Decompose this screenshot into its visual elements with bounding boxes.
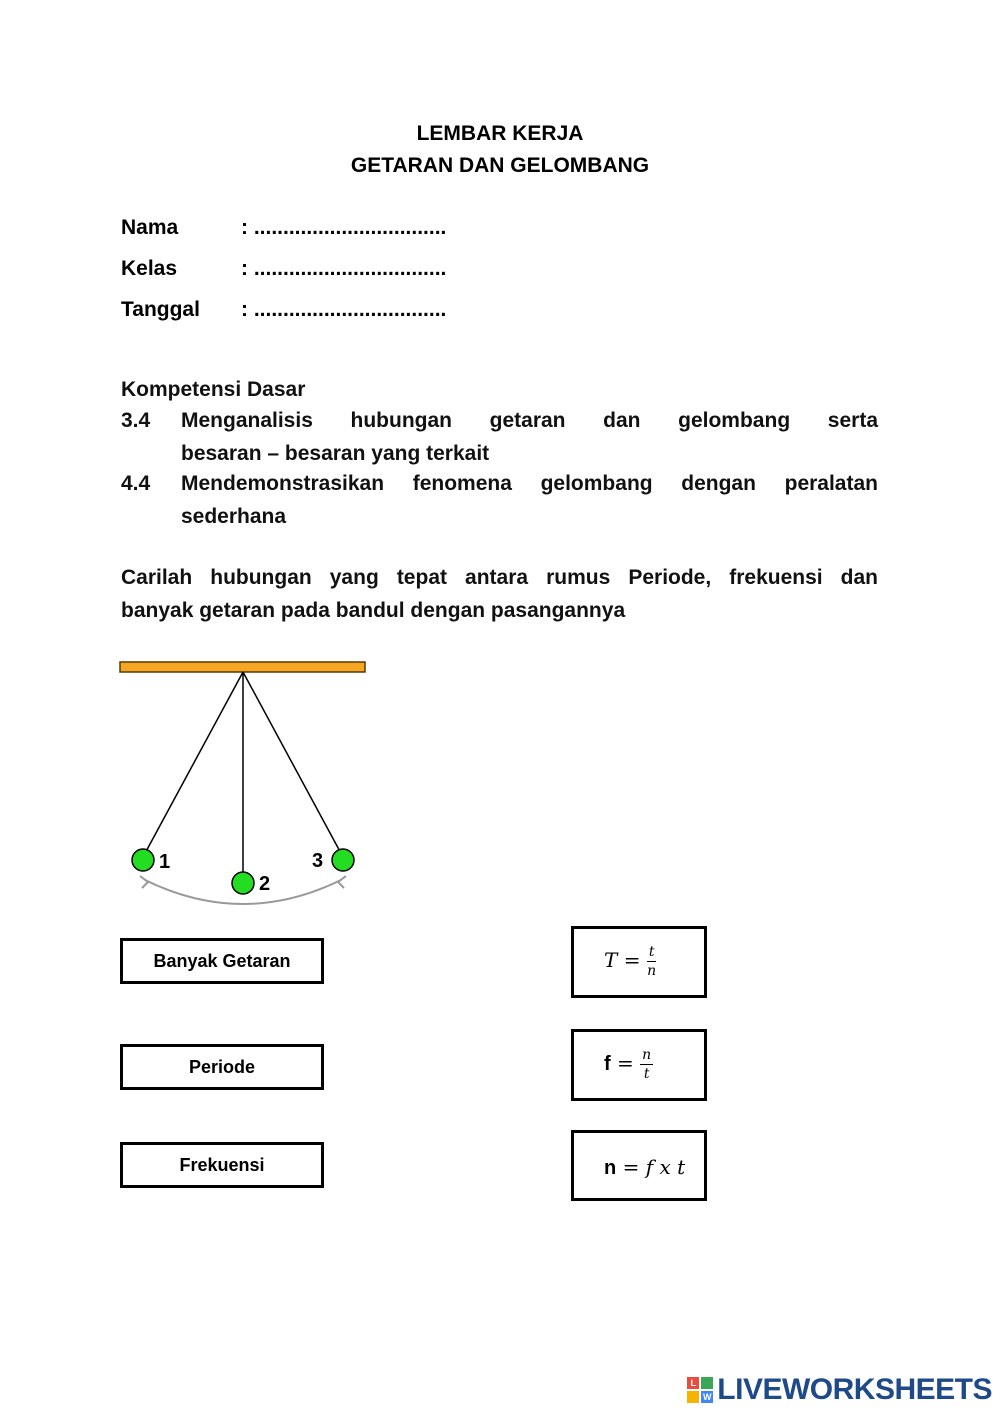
logo-badge-icon [687,1377,713,1403]
pendulum-bob-3 [332,849,354,871]
bob-label-1: 1 [159,851,171,873]
nama-label: Nama [121,216,179,239]
pendulum-bob-1 [132,849,154,871]
bob-label-2: 2 [259,873,271,895]
match-box-frekuensi[interactable]: Frekuensi [120,1142,324,1188]
fraction-denominator: t [643,1066,650,1082]
arc-arrow-left [140,876,148,888]
formula-rhs: f x t [645,1155,686,1179]
kd-text-line2: sederhana [181,505,287,528]
tanggal-label: Tanggal [121,298,200,321]
title-line-1: LEMBAR KERJA [416,122,584,145]
logo-text: LIVEWORKSHEETS [717,1373,992,1406]
pendulum-string-3 [243,672,343,857]
kd-item-4-4 [121,472,878,529]
kelas-field[interactable]: : ................................. [241,257,447,280]
pendulum-string-1 [143,672,243,857]
badge-cell [701,1377,713,1389]
formula-box-frequency[interactable] [571,1029,707,1101]
formula-equals: = [622,1155,640,1179]
pendulum-support-bar [120,662,365,672]
kd-text-line1: Menganalisis hubungan getaran dan gelombang serta [181,409,878,432]
badge-cell: L [687,1377,699,1389]
pendulum-bob-2 [232,872,254,894]
instruction-line2: banyak getaran pada bandul dengan pasangannya [121,599,626,622]
formula-box-oscillations[interactable] [571,1130,707,1201]
bob-label-3: 3 [312,850,324,872]
fraction-numerator: n [642,1047,652,1063]
instruction [121,566,878,623]
badge-cell [687,1391,699,1403]
formula-fraction [647,945,657,978]
formula-lhs: f [604,1053,611,1075]
fraction-denominator: n [647,963,657,979]
formula-box-period[interactable] [571,926,707,998]
tanggal-field[interactable]: : ................................. [241,298,447,321]
formula-fraction [640,1048,653,1081]
arc-arrow-right [338,876,346,888]
nama-field[interactable]: : ................................. [241,216,447,239]
formula-equals: = [623,948,641,972]
instruction-line1: Carilah hubungan yang tepat antara rumus Periode, frekuensi dan [121,566,878,589]
liveworksheets-logo [687,1373,992,1407]
match-box-periode[interactable]: Periode [120,1044,324,1090]
formula-lhs: n [604,1157,617,1179]
formula-lhs: T [604,948,618,972]
formula-equals: = [617,1051,634,1075]
kd-text-line2: besaran – besaran yang terkait [181,442,490,465]
match-box-banyak-getaran[interactable]: Banyak Getaran [120,938,324,984]
kelas-label: Kelas [121,257,178,280]
badge-cell: W [703,1392,712,1402]
fraction-numerator: t [648,944,655,960]
kd-item-3-4 [121,409,878,466]
kd-number: 4.4 [121,472,151,495]
kd-text-line1: Mendemonstrasikan fenomena gelombang dengan peralatan [181,472,878,495]
kd-number: 3.4 [121,409,151,432]
kompetensi-heading: Kompetensi Dasar [121,378,306,401]
title-line-2: GETARAN DAN GELOMBANG [350,154,650,177]
pendulum-diagram [110,650,380,915]
